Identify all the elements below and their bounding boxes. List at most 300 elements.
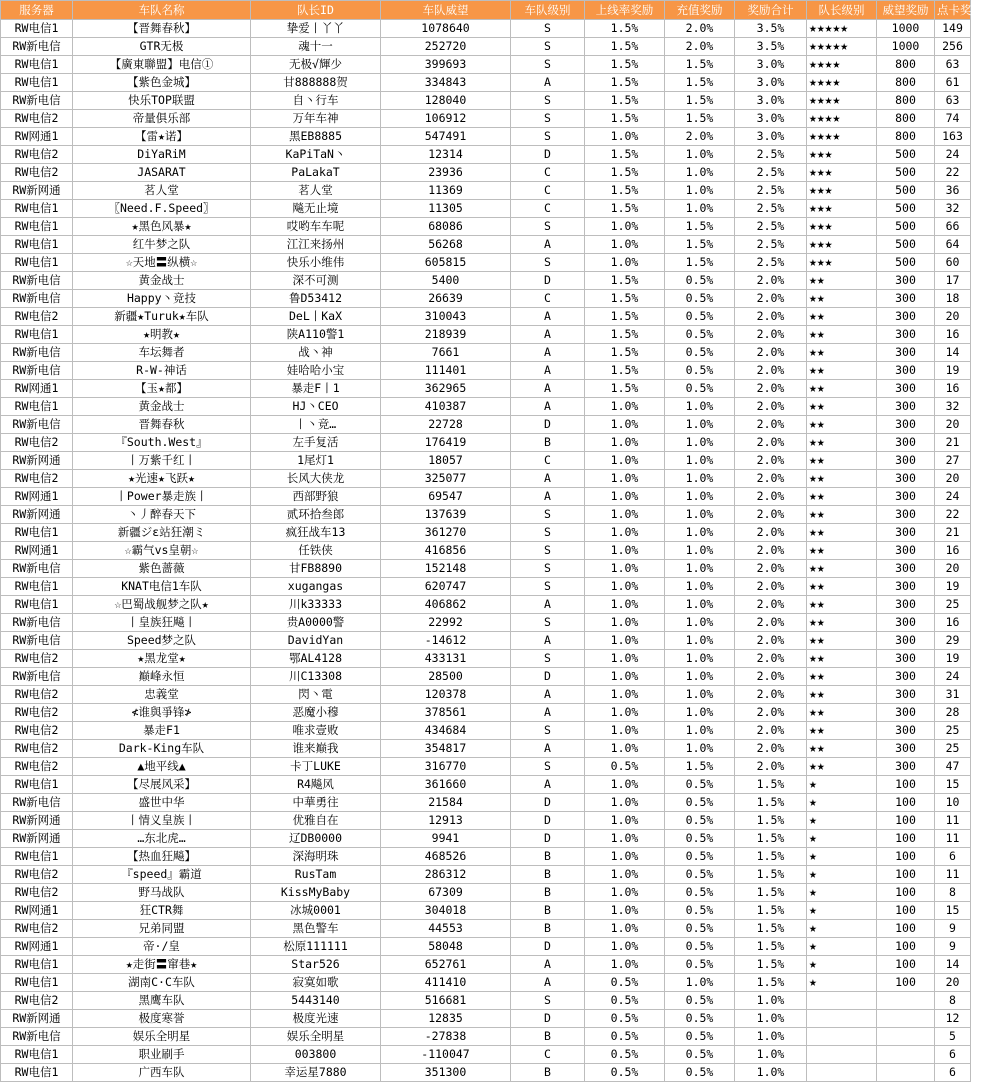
- cell-prestige: 67309: [381, 884, 511, 902]
- cell-team-level: A: [511, 596, 585, 614]
- cell-prestige-reward: 300: [877, 434, 935, 452]
- cell-bonus-total: 3.5%: [735, 38, 807, 56]
- cell-team-level: S: [511, 722, 585, 740]
- table-row: [1, 272, 971, 290]
- cell-card-reward: 19: [935, 362, 971, 380]
- cell-server: RW电信2: [1, 722, 73, 740]
- cell-captain-id: 松原111111: [251, 938, 381, 956]
- cell-captain-level: ★★: [807, 308, 877, 326]
- cell-card-reward: 60: [935, 254, 971, 272]
- cell-bonus-total: 1.5%: [735, 776, 807, 794]
- cell-bonus-total: 1.5%: [735, 920, 807, 938]
- cell-team-name: 【尽展风采】: [73, 776, 251, 794]
- cell-team-name: 新疆★Turuk★车队: [73, 308, 251, 326]
- cell-captain-level: ★★★★: [807, 92, 877, 110]
- cell-prestige-reward: 300: [877, 560, 935, 578]
- cell-recharge-bonus: 1.0%: [665, 416, 735, 434]
- cell-captain-level: ★★: [807, 722, 877, 740]
- cell-team-name: 黄金战士: [73, 272, 251, 290]
- cell-prestige: 516681: [381, 992, 511, 1010]
- cell-captain-id: 深不可测: [251, 272, 381, 290]
- cell-team-name: …东北虎…: [73, 830, 251, 848]
- cell-prestige: 361660: [381, 776, 511, 794]
- cell-captain-level: ★★★: [807, 254, 877, 272]
- cell-captain-id: 左手复活: [251, 434, 381, 452]
- cell-recharge-bonus: 0.5%: [665, 1046, 735, 1064]
- cell-prestige-reward: 100: [877, 830, 935, 848]
- cell-prestige-reward: [877, 1046, 935, 1064]
- cell-online-bonus: 1.0%: [585, 920, 665, 938]
- cell-prestige: 111401: [381, 362, 511, 380]
- cell-recharge-bonus: 0.5%: [665, 380, 735, 398]
- cell-prestige-reward: 1000: [877, 38, 935, 56]
- header-recharge-bonus: 充值奖励: [665, 1, 735, 20]
- cell-bonus-total: 3.0%: [735, 92, 807, 110]
- cell-captain-id: 战丶神: [251, 344, 381, 362]
- cell-captain-id: 川k33333: [251, 596, 381, 614]
- table-row: [1, 20, 971, 38]
- cell-bonus-total: 2.5%: [735, 182, 807, 200]
- cell-bonus-total: 2.0%: [735, 506, 807, 524]
- cell-captain-id: PaLakaT: [251, 164, 381, 182]
- cell-card-reward: 11: [935, 830, 971, 848]
- table-row: [1, 884, 971, 902]
- cell-recharge-bonus: 0.5%: [665, 920, 735, 938]
- table-row: [1, 758, 971, 776]
- table-row: [1, 164, 971, 182]
- cell-prestige: 11305: [381, 200, 511, 218]
- cell-team-name: 『South.West』: [73, 434, 251, 452]
- table-row: [1, 92, 971, 110]
- table-row: [1, 686, 971, 704]
- cell-recharge-bonus: 1.0%: [665, 200, 735, 218]
- cell-card-reward: 9: [935, 938, 971, 956]
- cell-team-name: ≮谁與爭锋≯: [73, 704, 251, 722]
- table-row: [1, 326, 971, 344]
- cell-bonus-total: 3.0%: [735, 110, 807, 128]
- cell-team-level: A: [511, 776, 585, 794]
- cell-card-reward: 29: [935, 632, 971, 650]
- cell-captain-id: 黑EB8885: [251, 128, 381, 146]
- cell-server: RW新电信: [1, 290, 73, 308]
- cell-prestige: 286312: [381, 866, 511, 884]
- header-captain-id: 队长ID: [251, 1, 381, 20]
- cell-team-level: D: [511, 1010, 585, 1028]
- cell-team-level: A: [511, 308, 585, 326]
- cell-captain-id: 閃丶電: [251, 686, 381, 704]
- cell-prestige-reward: 300: [877, 704, 935, 722]
- table-row: [1, 902, 971, 920]
- cell-prestige-reward: 300: [877, 506, 935, 524]
- cell-captain-level: ★★★★: [807, 128, 877, 146]
- cell-team-name: 【热血狂飚】: [73, 848, 251, 866]
- cell-server: RW电信1: [1, 1064, 73, 1082]
- cell-bonus-total: 3.0%: [735, 128, 807, 146]
- table-row: [1, 722, 971, 740]
- table-row: [1, 578, 971, 596]
- cell-prestige-reward: 100: [877, 794, 935, 812]
- table-row: [1, 740, 971, 758]
- cell-captain-id: 任铁侠: [251, 542, 381, 560]
- cell-server: RW电信2: [1, 866, 73, 884]
- cell-team-level: S: [511, 524, 585, 542]
- cell-captain-level: ★★: [807, 380, 877, 398]
- cell-online-bonus: 1.0%: [585, 650, 665, 668]
- cell-prestige: 26639: [381, 290, 511, 308]
- table-row: [1, 956, 971, 974]
- cell-captain-level: [807, 1028, 877, 1046]
- cell-server: RW电信2: [1, 758, 73, 776]
- cell-captain-level: ★★: [807, 290, 877, 308]
- cell-prestige: 547491: [381, 128, 511, 146]
- cell-card-reward: 21: [935, 434, 971, 452]
- table-row: [1, 380, 971, 398]
- cell-team-level: S: [511, 542, 585, 560]
- cell-prestige-reward: 100: [877, 884, 935, 902]
- cell-team-level: A: [511, 956, 585, 974]
- cell-prestige: 11369: [381, 182, 511, 200]
- cell-card-reward: 12: [935, 1010, 971, 1028]
- cell-captain-id: 飚无止境: [251, 200, 381, 218]
- cell-card-reward: 6: [935, 1046, 971, 1064]
- cell-server: RW电信1: [1, 524, 73, 542]
- cell-server: RW电信2: [1, 470, 73, 488]
- cell-server: RW电信2: [1, 884, 73, 902]
- cell-card-reward: 20: [935, 560, 971, 578]
- cell-captain-level: ★★★★: [807, 110, 877, 128]
- cell-team-level: A: [511, 236, 585, 254]
- cell-prestige: 21584: [381, 794, 511, 812]
- cell-bonus-total: 2.0%: [735, 650, 807, 668]
- cell-recharge-bonus: 1.5%: [665, 236, 735, 254]
- cell-captain-id: 川C13308: [251, 668, 381, 686]
- cell-prestige: 468526: [381, 848, 511, 866]
- cell-bonus-total: 2.0%: [735, 290, 807, 308]
- cell-team-name: 茗人堂: [73, 182, 251, 200]
- cell-recharge-bonus: 1.0%: [665, 560, 735, 578]
- cell-bonus-total: 1.0%: [735, 1046, 807, 1064]
- cell-recharge-bonus: 1.0%: [665, 506, 735, 524]
- table-row: [1, 830, 971, 848]
- cell-captain-level: ★★★: [807, 218, 877, 236]
- cell-prestige: 5400: [381, 272, 511, 290]
- cell-prestige-reward: 100: [877, 848, 935, 866]
- cell-captain-level: ★: [807, 938, 877, 956]
- cell-server: RW电信2: [1, 110, 73, 128]
- cell-team-name: 【雷★诺】: [73, 128, 251, 146]
- cell-prestige: 325077: [381, 470, 511, 488]
- cell-server: RW新电信: [1, 38, 73, 56]
- cell-captain-level: ★★★★: [807, 56, 877, 74]
- cell-bonus-total: 2.0%: [735, 470, 807, 488]
- header-prestige-reward: 威望奖励: [877, 1, 935, 20]
- cell-prestige-reward: 500: [877, 218, 935, 236]
- table-row: [1, 1028, 971, 1046]
- table-row: [1, 452, 971, 470]
- cell-card-reward: 32: [935, 200, 971, 218]
- cell-captain-level: ★★★★★: [807, 20, 877, 38]
- table-row: [1, 308, 971, 326]
- cell-online-bonus: 0.5%: [585, 758, 665, 776]
- cell-prestige: 652761: [381, 956, 511, 974]
- cell-team-name: ★走街〓窜巷★: [73, 956, 251, 974]
- header-card-reward: 点卡奖励: [935, 1, 971, 20]
- table-row: [1, 812, 971, 830]
- cell-server: RW新电信: [1, 92, 73, 110]
- cell-recharge-bonus: 1.0%: [665, 614, 735, 632]
- cell-bonus-total: 1.0%: [735, 992, 807, 1010]
- cell-prestige-reward: 300: [877, 740, 935, 758]
- cell-online-bonus: 1.0%: [585, 434, 665, 452]
- cell-captain-id: 娱乐全明星: [251, 1028, 381, 1046]
- cell-recharge-bonus: 1.5%: [665, 110, 735, 128]
- table-row: [1, 866, 971, 884]
- cell-team-level: S: [511, 992, 585, 1010]
- cell-online-bonus: 1.5%: [585, 164, 665, 182]
- cell-team-name: R-W-神话: [73, 362, 251, 380]
- cell-card-reward: 15: [935, 902, 971, 920]
- cell-card-reward: 24: [935, 668, 971, 686]
- cell-bonus-total: 2.0%: [735, 524, 807, 542]
- cell-bonus-total: 1.5%: [735, 848, 807, 866]
- cell-prestige: 378561: [381, 704, 511, 722]
- cell-captain-level: ★★: [807, 650, 877, 668]
- cell-prestige-reward: 500: [877, 182, 935, 200]
- cell-team-name: 〖Need.F.Speed〗: [73, 200, 251, 218]
- cell-captain-level: ★★: [807, 758, 877, 776]
- cell-card-reward: 14: [935, 344, 971, 362]
- table-row: [1, 992, 971, 1010]
- cell-prestige-reward: 500: [877, 254, 935, 272]
- cell-captain-id: 贰环拾叁郎: [251, 506, 381, 524]
- cell-server: RW电信2: [1, 686, 73, 704]
- cell-server: RW新网通: [1, 812, 73, 830]
- cell-captain-id: R4飚风: [251, 776, 381, 794]
- cell-card-reward: 14: [935, 956, 971, 974]
- table-row: [1, 632, 971, 650]
- cell-recharge-bonus: 1.0%: [665, 452, 735, 470]
- cell-team-level: B: [511, 866, 585, 884]
- table-row: [1, 470, 971, 488]
- cell-recharge-bonus: 2.0%: [665, 128, 735, 146]
- cell-team-level: C: [511, 182, 585, 200]
- cell-card-reward: 16: [935, 326, 971, 344]
- cell-card-reward: 27: [935, 452, 971, 470]
- cell-online-bonus: 1.0%: [585, 794, 665, 812]
- cell-server: RW电信2: [1, 308, 73, 326]
- cell-card-reward: 19: [935, 650, 971, 668]
- cell-team-level: C: [511, 1046, 585, 1064]
- cell-captain-level: ★★: [807, 506, 877, 524]
- cell-prestige-reward: 100: [877, 938, 935, 956]
- cell-online-bonus: 1.0%: [585, 722, 665, 740]
- cell-prestige-reward: 100: [877, 920, 935, 938]
- cell-team-level: A: [511, 74, 585, 92]
- cell-captain-id: 西部野狼: [251, 488, 381, 506]
- cell-prestige: 56268: [381, 236, 511, 254]
- cell-captain-id: 哎哟车车呢: [251, 218, 381, 236]
- cell-team-level: S: [511, 506, 585, 524]
- cell-team-name: 紫色蔷薇: [73, 560, 251, 578]
- cell-bonus-total: 1.5%: [735, 830, 807, 848]
- cell-team-level: A: [511, 488, 585, 506]
- cell-captain-id: 谁来巅我: [251, 740, 381, 758]
- cell-prestige: -27838: [381, 1028, 511, 1046]
- cell-online-bonus: 1.0%: [585, 578, 665, 596]
- cell-bonus-total: 1.0%: [735, 1028, 807, 1046]
- cell-card-reward: 149: [935, 20, 971, 38]
- cell-recharge-bonus: 0.5%: [665, 884, 735, 902]
- cell-online-bonus: 1.0%: [585, 740, 665, 758]
- cell-team-name: 『speed』霸道: [73, 866, 251, 884]
- cell-team-name: 极度寒誉: [73, 1010, 251, 1028]
- cell-prestige-reward: 300: [877, 614, 935, 632]
- cell-recharge-bonus: 1.0%: [665, 578, 735, 596]
- table-row: [1, 614, 971, 632]
- cell-team-level: D: [511, 272, 585, 290]
- cell-team-name: 丨万紫千红丨: [73, 452, 251, 470]
- cell-prestige: 362965: [381, 380, 511, 398]
- cell-online-bonus: 1.0%: [585, 128, 665, 146]
- cell-prestige: 605815: [381, 254, 511, 272]
- cell-prestige: 310043: [381, 308, 511, 326]
- cell-recharge-bonus: 1.0%: [665, 596, 735, 614]
- cell-captain-level: ★★: [807, 542, 877, 560]
- cell-online-bonus: 1.0%: [585, 812, 665, 830]
- cell-captain-level: ★: [807, 902, 877, 920]
- cell-team-name: 盛世中华: [73, 794, 251, 812]
- cell-server: RW网通1: [1, 542, 73, 560]
- cell-online-bonus: 1.5%: [585, 92, 665, 110]
- cell-team-level: B: [511, 848, 585, 866]
- cell-bonus-total: 2.0%: [735, 380, 807, 398]
- cell-online-bonus: 1.0%: [585, 506, 665, 524]
- cell-online-bonus: 1.0%: [585, 416, 665, 434]
- cell-bonus-total: 2.0%: [735, 704, 807, 722]
- cell-team-name: 丨Power暴走族丨: [73, 488, 251, 506]
- cell-captain-id: HJ丶CEO: [251, 398, 381, 416]
- cell-captain-id: 丨丶竞…: [251, 416, 381, 434]
- cell-card-reward: 21: [935, 524, 971, 542]
- cell-team-name: 湖南C·C车队: [73, 974, 251, 992]
- cell-prestige: 22992: [381, 614, 511, 632]
- cell-bonus-total: 3.0%: [735, 56, 807, 74]
- cell-team-name: DiYaRiM: [73, 146, 251, 164]
- cell-bonus-total: 1.5%: [735, 866, 807, 884]
- cell-captain-id: 极度光速: [251, 1010, 381, 1028]
- cell-bonus-total: 2.0%: [735, 758, 807, 776]
- cell-recharge-bonus: 0.5%: [665, 326, 735, 344]
- cell-captain-id: 贵A0000警: [251, 614, 381, 632]
- cell-server: RW电信2: [1, 992, 73, 1010]
- cell-online-bonus: 1.0%: [585, 866, 665, 884]
- cell-prestige-reward: 500: [877, 146, 935, 164]
- cell-online-bonus: 1.0%: [585, 848, 665, 866]
- cell-server: RW电信1: [1, 398, 73, 416]
- cell-prestige-reward: 300: [877, 398, 935, 416]
- cell-card-reward: 32: [935, 398, 971, 416]
- cell-card-reward: 11: [935, 812, 971, 830]
- cell-prestige-reward: [877, 992, 935, 1010]
- cell-card-reward: 20: [935, 308, 971, 326]
- cell-prestige-reward: 300: [877, 650, 935, 668]
- cell-recharge-bonus: 1.0%: [665, 542, 735, 560]
- cell-server: RW电信1: [1, 1046, 73, 1064]
- cell-bonus-total: 1.5%: [735, 956, 807, 974]
- cell-prestige: 12835: [381, 1010, 511, 1028]
- cell-card-reward: 17: [935, 272, 971, 290]
- cell-captain-level: ★: [807, 848, 877, 866]
- cell-team-name: 丨情义皇族丨: [73, 812, 251, 830]
- cell-team-level: S: [511, 560, 585, 578]
- cell-online-bonus: 1.5%: [585, 380, 665, 398]
- table-row: [1, 56, 971, 74]
- cell-captain-level: ★: [807, 776, 877, 794]
- cell-team-name: ★光速★飞跃★: [73, 470, 251, 488]
- cell-server: RW电信2: [1, 146, 73, 164]
- header-server: 服务器: [1, 1, 73, 20]
- cell-captain-id: 长风大侠龙: [251, 470, 381, 488]
- cell-captain-level: ★: [807, 830, 877, 848]
- table-row: [1, 794, 971, 812]
- cell-server: RW新网通: [1, 1010, 73, 1028]
- table-row: [1, 488, 971, 506]
- cell-captain-level: ★★★★: [807, 74, 877, 92]
- table-row: [1, 1010, 971, 1028]
- cell-prestige: 252720: [381, 38, 511, 56]
- cell-bonus-total: 1.0%: [735, 1010, 807, 1028]
- cell-team-level: C: [511, 290, 585, 308]
- cell-team-name: 兄弟同盟: [73, 920, 251, 938]
- cell-bonus-total: 2.0%: [735, 434, 807, 452]
- cell-recharge-bonus: 0.5%: [665, 830, 735, 848]
- cell-captain-level: ★★★: [807, 164, 877, 182]
- cell-card-reward: 63: [935, 92, 971, 110]
- cell-captain-level: ★★: [807, 668, 877, 686]
- cell-captain-level: ★★: [807, 560, 877, 578]
- cell-captain-level: [807, 992, 877, 1010]
- cell-team-name: 晋舞春秋: [73, 416, 251, 434]
- cell-captain-level: ★: [807, 866, 877, 884]
- cell-prestige: 7661: [381, 344, 511, 362]
- cell-captain-id: DavidYan: [251, 632, 381, 650]
- table-row: [1, 416, 971, 434]
- cell-prestige: 22728: [381, 416, 511, 434]
- cell-online-bonus: 1.5%: [585, 290, 665, 308]
- cell-prestige: 176419: [381, 434, 511, 452]
- cell-team-level: A: [511, 380, 585, 398]
- cell-prestige: 12314: [381, 146, 511, 164]
- table-row: [1, 542, 971, 560]
- cell-bonus-total: 2.0%: [735, 632, 807, 650]
- cell-captain-level: ★: [807, 920, 877, 938]
- cell-server: RW电信1: [1, 326, 73, 344]
- cell-prestige: 58048: [381, 938, 511, 956]
- header-team-level: 车队级别: [511, 1, 585, 20]
- cell-captain-level: ★★: [807, 398, 877, 416]
- cell-captain-id: 优雅自在: [251, 812, 381, 830]
- cell-team-level: D: [511, 668, 585, 686]
- cell-recharge-bonus: 1.0%: [665, 182, 735, 200]
- cell-prestige: 137639: [381, 506, 511, 524]
- cell-prestige-reward: 300: [877, 416, 935, 434]
- cell-online-bonus: 1.5%: [585, 272, 665, 290]
- cell-server: RW电信1: [1, 974, 73, 992]
- cell-prestige: 23936: [381, 164, 511, 182]
- table-row: [1, 1046, 971, 1064]
- cell-card-reward: 20: [935, 416, 971, 434]
- cell-captain-id: Star526: [251, 956, 381, 974]
